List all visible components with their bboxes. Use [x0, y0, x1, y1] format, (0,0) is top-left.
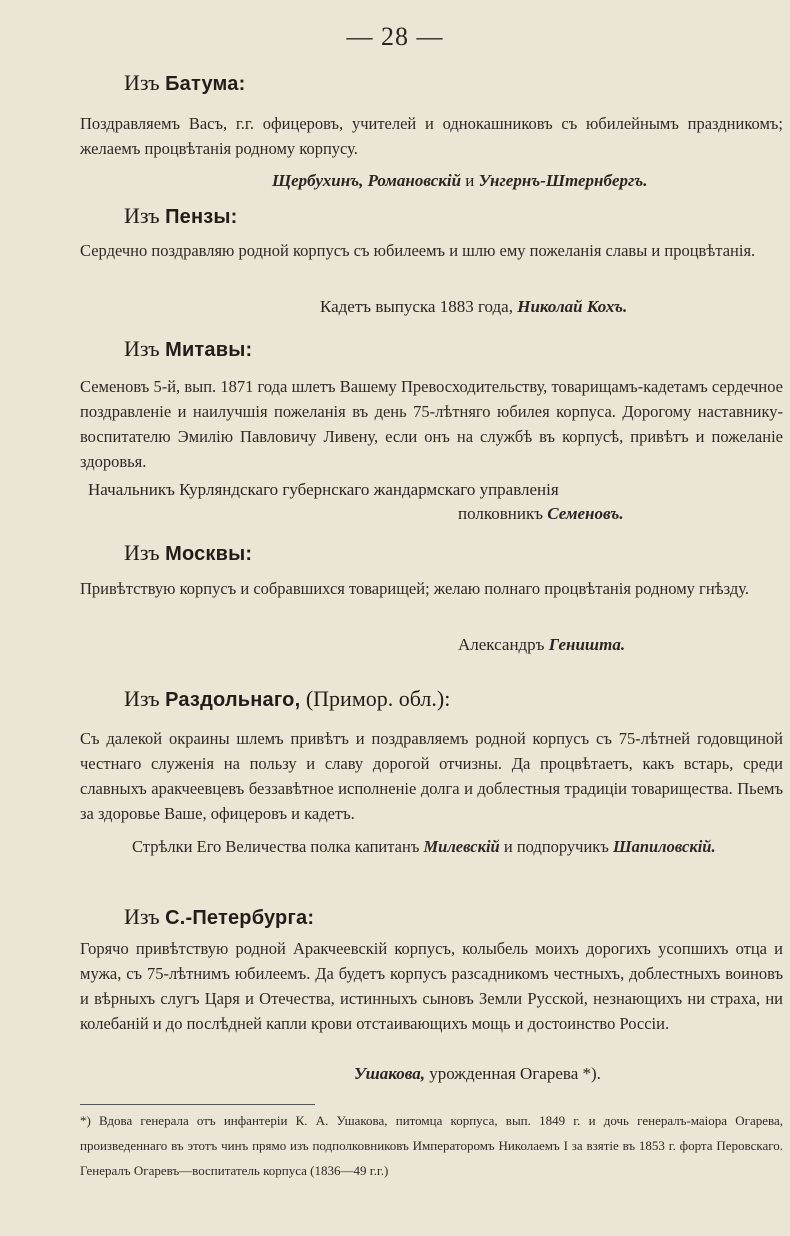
signature-penza — [320, 297, 627, 317]
heading-city: С.-Петербурга: — [165, 907, 315, 929]
signature-name: Милевскій — [423, 837, 500, 856]
signature-and: и — [465, 171, 475, 190]
section-heading-mitava — [124, 336, 252, 362]
heading-city: Москвы: — [165, 543, 253, 565]
signature-name: Геништa. — [548, 635, 626, 654]
signature-moscow — [458, 635, 625, 655]
heading-prefix: Изъ — [124, 904, 160, 929]
heading-prefix: Изъ — [124, 540, 160, 565]
heading-city: Батума: — [165, 73, 246, 95]
signature-name: Семеновъ. — [547, 504, 624, 523]
signature-names: Щербухинъ, Романовскій — [272, 171, 462, 190]
telegram-text-petersburg: Горячо привѣтствую родной Аракчеевскій корпусъ, колыбель моихъ дорогихъ усопшихъ отца и мужа, съ 75-лѣтнимъ юбилеемъ. Да будетъ корпусъ разсадникомъ честныхъ, доблестныхъ воиновъ и вѣрныхъ слугъ Царя и Отечества, истинныхъ сыновъ Земли Русской, незнающихъ ни страха, ни колебаній и до послѣдней капли крови отстаивающихъ мощь и достоинство Россіи. — [80, 939, 783, 1033]
section-heading-penza — [124, 203, 238, 229]
heading-city: Раздольнаго, — [165, 689, 301, 711]
telegram-text-penza: Сердечно поздравляю родной корпусъ съ юбилеемъ и шлю ему пожеланія славы и процвѣтанія. — [80, 241, 756, 260]
heading-city: Митавы: — [165, 339, 253, 361]
signature-name: Ушакова, — [354, 1064, 425, 1083]
signature-mitava-line1: Начальникъ Курляндскаго губернскаго жандармскаго управленія — [88, 480, 559, 499]
footnote-divider — [80, 1104, 315, 1105]
heading-city: Пензы: — [165, 206, 238, 228]
heading-suffix: (Примор. обл.): — [305, 686, 451, 711]
signature-plain: Кадетъ выпуска 1883 года, — [320, 297, 513, 316]
signature-petersburg — [354, 1064, 601, 1084]
signature-name: Николай Кохъ. — [517, 297, 628, 316]
signature-plain: полковникъ — [458, 504, 544, 523]
page-number: — 28 — — [346, 22, 444, 51]
signature-last: Унгернъ-Штернбергъ. — [478, 171, 648, 190]
heading-prefix: Изъ — [124, 336, 160, 361]
section-heading-petersburg — [124, 904, 314, 930]
signature-mitava-line2 — [458, 504, 624, 524]
signature-and: и подпоручикъ — [503, 837, 609, 856]
footnote: *) Вдова генерала отъ инфантеріи К. А. Ушакова, питомца корпуса, вып. 1849 г. и дочь генералъ-маіора Огарева, произведеннаго въ этотъ чинъ прямо изъ подполковниковъ Императоромъ Николаемъ I за взятіе въ 1853 г. форта Перовскаго. Генералъ Огаревъ—воспитатель корпуса (1836—49 г.г.) — [80, 1113, 783, 1178]
signature-name-2: Шапиловскій. — [612, 837, 716, 856]
signature-plain: Стрѣлки Его Величества полка капитанъ — [132, 837, 420, 856]
telegram-text-moscow: Привѣтствую корпусъ и собравшихся товарищей; желаю полнаго процвѣтанія родному гнѣзду. — [80, 579, 749, 598]
section-heading-razdolnoe — [124, 686, 450, 712]
heading-prefix: Изъ — [124, 70, 160, 95]
telegram-text-razdolnoe: Съ далекой окраины шлемъ привѣтъ и поздравляемъ родной корпусъ съ 75-лѣтней годовщиной честнаго служенія на пользу и славу дорогой отчизны. Да процвѣтаетъ, какъ встарь, среди славныхъ аракчеевцевъ беззавѣтное исполненіе долга и доблестныя традиціи товарищества. Пьемъ за здоровье Ваше, офицеровъ и кадетъ. — [80, 729, 783, 823]
signature-batum — [272, 171, 648, 191]
heading-prefix: Изъ — [124, 203, 160, 228]
signature-razdolnoe — [80, 834, 783, 859]
section-heading-batum — [124, 70, 245, 96]
signature-plain: Александръ — [458, 635, 545, 654]
signature-plain: урожденная Огарева *). — [429, 1064, 601, 1083]
telegram-text-mitava: Семеновъ 5-й, вып. 1871 года шлетъ Вашему Превосходительству, товарищамъ-кадетамъ сердечное поздравленіе и наилучшія пожеланія въ день 75-лѣтняго юбилея корпуса. Дорогому наставнику-воспитателю Эмилію Павловичу Ливену, если онъ на службѣ въ корпусѣ, привѣтъ и пожеланіе здоровья. — [80, 377, 783, 471]
telegram-text-batum: Поздравляемъ Васъ, г.г. офицеровъ, учителей и однокашниковъ съ юбилейнымъ праздникомъ; желаемъ процвѣтанія родному корпусу. — [80, 114, 783, 158]
heading-prefix: Изъ — [124, 686, 160, 711]
section-heading-moscow — [124, 540, 252, 566]
